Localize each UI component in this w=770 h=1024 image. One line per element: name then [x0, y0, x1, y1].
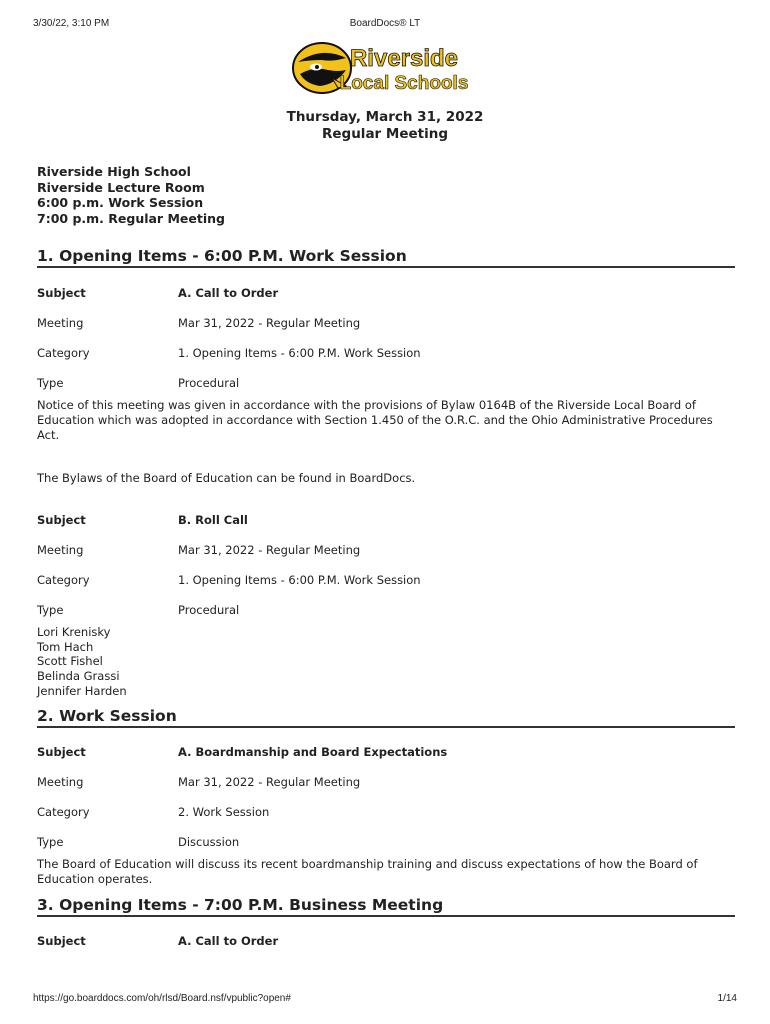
item-description: The Board of Education will discuss its recent boardmanship training and discuss expectations of how the Board of Education operates.: [37, 857, 698, 886]
meeting-date: Thursday, March 31, 2022: [286, 109, 484, 125]
field-label: Type: [37, 835, 64, 849]
item-meeting: Mar 31, 2022 - Regular Meeting: [178, 775, 361, 789]
roll-call-list: [37, 625, 127, 699]
attendee-name: Lori Krenisky: [37, 625, 111, 639]
item-subject: A. Call to Order: [178, 934, 279, 948]
attendee-name: Tom Hach: [37, 639, 94, 654]
field-label: Subject: [37, 934, 86, 948]
page-number: 1/14: [717, 993, 737, 1004]
logo-text-riverside: Riverside: [349, 45, 459, 72]
field-label: Subject: [37, 513, 86, 527]
location-line: Riverside Lecture Room: [37, 179, 205, 195]
meeting-title: Regular Meeting: [321, 126, 449, 142]
attendee-name: Belinda Grassi: [37, 669, 120, 684]
field-label: Category: [37, 573, 90, 587]
item-type: Procedural: [178, 603, 240, 617]
field-label: Category: [37, 346, 90, 360]
attendee-name: Scott Fishel: [37, 654, 103, 669]
riverside-logo: [292, 40, 484, 96]
meeting-heading: [0, 109, 770, 143]
print-datetime: 3/30/22, 3:10 PM: [33, 18, 110, 29]
section-heading: 2. Work Session: [37, 707, 735, 728]
print-app-title: BoardDocs® LT: [349, 18, 421, 29]
item-subject: A. Boardmanship and Board Expectations: [178, 745, 448, 759]
field-label: Subject: [37, 286, 86, 300]
field-label: Category: [37, 805, 90, 819]
section-heading: 1. Opening Items - 6:00 P.M. Work Session: [37, 247, 735, 268]
location-line: 6:00 p.m. Work Session: [37, 195, 204, 210]
field-label: Meeting: [37, 775, 84, 789]
field-label: Type: [37, 603, 64, 617]
item-meeting: Mar 31, 2022 - Regular Meeting: [178, 316, 361, 330]
item-category: 1. Opening Items - 6:00 P.M. Work Session: [178, 573, 421, 587]
field-label: Meeting: [37, 543, 84, 557]
item-subject: B. Roll Call: [178, 513, 248, 527]
item-meeting: Mar 31, 2022 - Regular Meeting: [178, 543, 361, 557]
meeting-location: [37, 164, 225, 226]
location-line: 7:00 p.m. Regular Meeting: [37, 210, 225, 226]
field-label: Meeting: [37, 316, 84, 330]
field-label: Type: [37, 376, 64, 390]
location-line: Riverside High School: [37, 164, 191, 179]
item-description: Notice of this meeting was given in accordance with the provisions of Bylaw 0164B of the Riverside Local Board of Education which was adopted in accordance with Section 1.450 of the O.R.C. and the Ohio Administrative Procedures Act.: [37, 398, 713, 442]
item-category: 2. Work Session: [178, 805, 270, 819]
field-label: Subject: [37, 745, 86, 759]
section-heading: 3. Opening Items - 7:00 P.M. Business Meeting: [37, 896, 735, 917]
footer-url: https://go.boarddocs.com/oh/rlsd/Board.nsf/vpublic?open#: [33, 993, 291, 1004]
bee-mascot-icon: [292, 40, 484, 96]
attendee-name: Jennifer Harden: [37, 683, 127, 698]
item-subject: A. Call to Order: [178, 286, 279, 300]
item-description: The Bylaws of the Board of Education can be found in BoardDocs.: [37, 471, 416, 485]
logo-text-local-schools: Local Schools: [339, 73, 469, 94]
item-type: Discussion: [178, 835, 240, 849]
item-type: Procedural: [178, 376, 240, 390]
item-category: 1. Opening Items - 6:00 P.M. Work Session: [178, 346, 421, 360]
